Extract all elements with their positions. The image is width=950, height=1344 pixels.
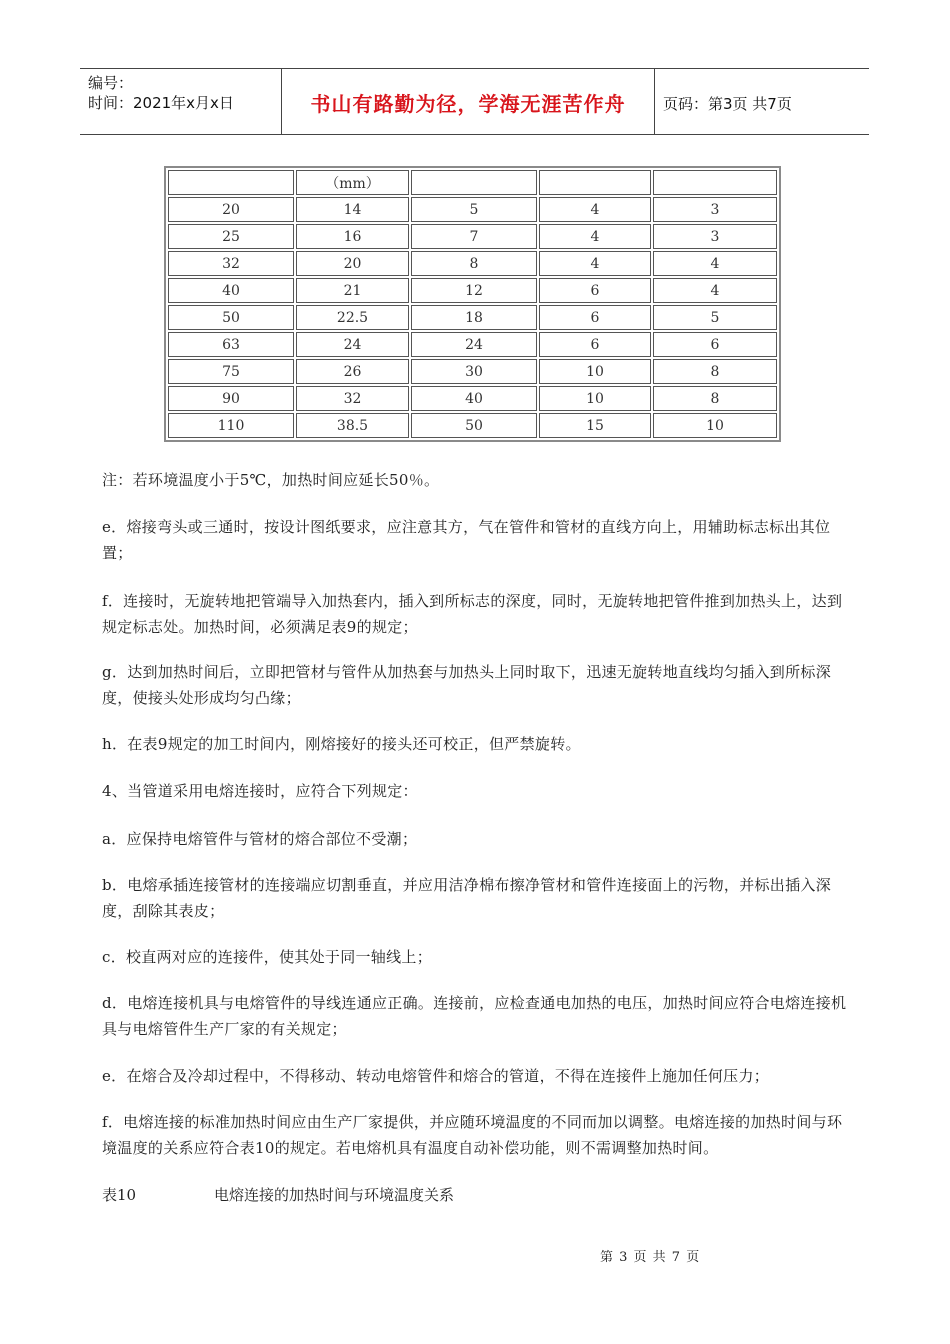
page-header — [80, 68, 869, 135]
paragraph-c-align: c．校直两对应的连接件，使其处于同一轴线上； — [102, 948, 433, 966]
table-cell: 8 — [653, 359, 777, 384]
header-meta — [88, 73, 234, 113]
paragraph-g-remove: g．达到加热时间后，立即把管材与管件从加热套与加热头上同时取下，迅速无旋转地直线均匀插入到所标深度，使接头处形成均匀凸缘； — [102, 663, 832, 707]
paragraph-d-wiring: d．电熔连接机具与电熔管件的导线连通应正确。连接前，应检查通电加热的电压，加热时间应符合电熔连接机具与电熔管件生产厂家的有关规定； — [102, 994, 847, 1038]
table-row — [168, 413, 777, 438]
motto: 书山有路勤为径，学海无涯苦作舟 — [281, 69, 655, 135]
paragraph-e-fusion-elbow: e．熔接弯头或三通时，按设计图纸要求，应注意其方，气在管件和管材的直线方向上，用辅助标志标出其位置； — [102, 518, 831, 562]
paragraph-4-electrofusion: 4、当管道采用电熔连接时，应符合下列规定： — [102, 782, 418, 800]
heating-time-table — [164, 166, 781, 442]
table-cell: 15 — [539, 413, 651, 438]
table-row — [168, 251, 777, 276]
table-cell: 8 — [653, 386, 777, 411]
table-cell: 10 — [653, 413, 777, 438]
table-cell: 6 — [653, 332, 777, 357]
table-caption-title: 电熔连接的加热时间与环境温度关系 — [214, 1186, 455, 1204]
table-caption-label: 表10 — [102, 1186, 137, 1204]
table-cell: 110 — [168, 413, 294, 438]
page-footer: 第 3 页 共 7 页 — [600, 1250, 701, 1265]
paragraph-f-insert: f．连接时，无旋转地把管端导入加热套内，插入到所标志的深度，同时，无旋转地把管件推到加热头上，达到规定标志处。加热时间，必须满足表9的规定； — [102, 592, 843, 636]
table-cell: 6 — [539, 332, 651, 357]
table-cell: 10 — [539, 386, 651, 411]
table-cell: 3 — [653, 224, 777, 249]
table-cell: 24 — [411, 332, 537, 357]
table-cell: 24 — [296, 332, 409, 357]
table-cell — [168, 170, 294, 195]
table-cell: 4 — [539, 224, 651, 249]
table-cell: 6 — [539, 305, 651, 330]
table-cell: 20 — [168, 197, 294, 222]
table-row — [168, 224, 777, 249]
table-cell: 4 — [653, 278, 777, 303]
table-row — [168, 197, 777, 222]
table-cell: 8 — [411, 251, 537, 276]
table-cell: 38.5 — [296, 413, 409, 438]
table-row — [168, 386, 777, 411]
table-cell: 20 — [296, 251, 409, 276]
table-header-row — [168, 170, 777, 195]
time-label: 时间：2021年x月x日 — [88, 94, 234, 112]
table-cell: 50 — [168, 305, 294, 330]
table-cell: 63 — [168, 332, 294, 357]
table-cell: 40 — [411, 386, 537, 411]
table-cell: 21 — [296, 278, 409, 303]
table-cell — [539, 170, 651, 195]
table-row — [168, 332, 777, 357]
paragraph-h-correct: h．在表9规定的加工时间内，刚熔接好的接头还可校正，但严禁旋转。 — [102, 735, 581, 753]
code-label: 编号： — [88, 74, 134, 92]
table-row — [168, 278, 777, 303]
table-cell: 18 — [411, 305, 537, 330]
table-cell: 26 — [296, 359, 409, 384]
table-cell: 75 — [168, 359, 294, 384]
table-cell: （mm） — [296, 170, 409, 195]
table-cell: 4 — [539, 197, 651, 222]
table-cell: 5 — [653, 305, 777, 330]
table-cell: 25 — [168, 224, 294, 249]
page-number-label: 页码：第3页 共7页 — [663, 95, 792, 113]
table-cell — [653, 170, 777, 195]
paragraph-b-cut: b．电熔承插连接管材的连接端应切割垂直，并应用洁净棉布擦净管材和管件连接面上的污物，并标出插入深度，刮除其表皮； — [102, 876, 832, 920]
paragraph-e-cooling: e．在熔合及冷却过程中，不得移动、转动电熔管件和熔合的管道，不得在连接件上施加任何压力； — [102, 1067, 770, 1085]
table-cell: 90 — [168, 386, 294, 411]
table-cell: 7 — [411, 224, 537, 249]
paragraph-f-heating-time: f．电熔连接的标准加热时间应由生产厂家提供，并应随环境温度的不同而加以调整。电熔连接的加热时间与环境温度的关系应符合表10的规定。若电熔机具有温度自动补偿功能，则不需调整加热时间。 — [102, 1113, 843, 1157]
table-cell: 16 — [296, 224, 409, 249]
table-cell: 32 — [168, 251, 294, 276]
table-cell: 40 — [168, 278, 294, 303]
table-cell: 4 — [653, 251, 777, 276]
table-cell — [411, 170, 537, 195]
table-row — [168, 305, 777, 330]
table-cell: 5 — [411, 197, 537, 222]
table-cell: 3 — [653, 197, 777, 222]
table-row — [168, 359, 777, 384]
table-cell: 10 — [539, 359, 651, 384]
table-cell: 14 — [296, 197, 409, 222]
table-cell: 30 — [411, 359, 537, 384]
table-cell: 4 — [539, 251, 651, 276]
table-cell: 50 — [411, 413, 537, 438]
paragraph-a-moisture: a．应保持电熔管件与管材的熔合部位不受潮； — [102, 830, 418, 848]
table-cell: 12 — [411, 278, 537, 303]
table-cell: 6 — [539, 278, 651, 303]
table-cell: 22.5 — [296, 305, 409, 330]
table-cell: 32 — [296, 386, 409, 411]
note-paragraph: 注：若环境温度小于5℃，加热时间应延长50％。 — [102, 471, 440, 489]
